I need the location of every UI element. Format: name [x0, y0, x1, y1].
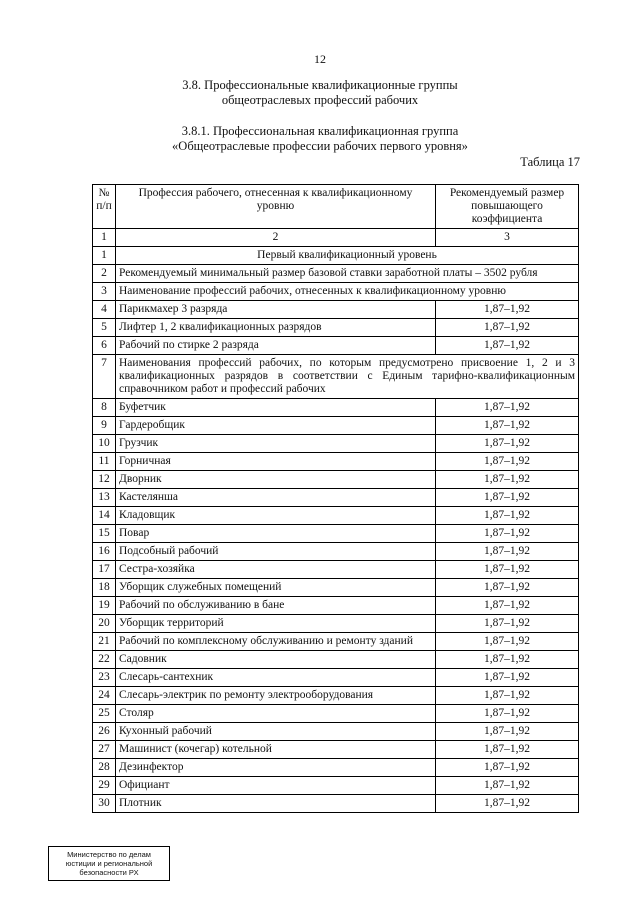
level-row	[93, 247, 579, 265]
stamp-line3: безопасности РХ	[79, 868, 139, 877]
ministry-stamp	[48, 846, 170, 881]
table-row	[93, 507, 579, 525]
row-number: 13	[93, 489, 116, 507]
row-number: 10	[93, 435, 116, 453]
coefficient-value: 1,87–1,92	[436, 777, 579, 795]
coefficient-value: 1,87–1,92	[436, 417, 579, 435]
min-salary-text: Рекомендуемый минимальный размер базовой ставки заработной платы – 3502 рубля	[116, 265, 579, 283]
profession-name: Подсобный рабочий	[116, 543, 436, 561]
coefficient-value: 1,87–1,92	[436, 651, 579, 669]
coefficient-value: 1,87–1,92	[436, 525, 579, 543]
coefficient-value: 1,87–1,92	[436, 669, 579, 687]
profession-name: Дворник	[116, 471, 436, 489]
profession-name: Горничная	[116, 453, 436, 471]
subsection-heading-line2: «Общеотраслевые профессии рабочих первого уровня»	[172, 139, 468, 153]
coefficient-value: 1,87–1,92	[436, 319, 579, 337]
table-row	[93, 597, 579, 615]
stamp-line2: юстиции и региональной	[65, 859, 153, 868]
profession-name: Дезинфектор	[116, 759, 436, 777]
section-heading-line2: общеотраслевых профессий рабочих	[221, 93, 419, 107]
profession-name: Садовник	[116, 651, 436, 669]
table-row	[93, 579, 579, 597]
row-number: 6	[93, 337, 116, 355]
section-heading	[0, 78, 640, 108]
coefficient-value: 1,87–1,92	[436, 705, 579, 723]
row-number: 28	[93, 759, 116, 777]
column-number: 1	[93, 229, 116, 247]
coefficient-value: 1,87–1,92	[436, 759, 579, 777]
stamp-line1: Министерство по делам	[67, 850, 151, 859]
table-row	[93, 777, 579, 795]
row-number: 8	[93, 399, 116, 417]
professions-table	[92, 184, 579, 813]
row-number: 2	[93, 265, 116, 283]
names-text: Наименование профессий рабочих, отнесенных к квалификационному уровню	[116, 283, 579, 301]
coefficient-value: 1,87–1,92	[436, 543, 579, 561]
coefficient-value: 1,87–1,92	[436, 435, 579, 453]
row-number: 14	[93, 507, 116, 525]
profession-name: Рабочий по комплексному обслуживанию и ремонту зданий	[116, 633, 436, 651]
coefficient-value: 1,87–1,92	[436, 687, 579, 705]
coefficient-value: 1,87–1,92	[436, 337, 579, 355]
row-number: 11	[93, 453, 116, 471]
profession-name: Сестра-хозяйка	[116, 561, 436, 579]
column-number: 2	[116, 229, 436, 247]
row-number: 22	[93, 651, 116, 669]
table-row	[93, 543, 579, 561]
coefficient-value: 1,87–1,92	[436, 795, 579, 813]
table-row	[93, 489, 579, 507]
profession-name: Рабочий по стирке 2 разряда	[116, 337, 436, 355]
table-caption: Таблица 17	[520, 155, 580, 169]
section-heading-line1: 3.8. Профессиональные квалификационные группы	[182, 78, 458, 92]
table-row	[93, 435, 579, 453]
table-row	[93, 651, 579, 669]
coefficient-value: 1,87–1,92	[436, 399, 579, 417]
table-row	[93, 471, 579, 489]
subsection-heading-line1: 3.8.1. Профессиональная квалификационная группа	[181, 124, 459, 138]
coefficient-value: 1,87–1,92	[436, 471, 579, 489]
row-number: 21	[93, 633, 116, 651]
table-row	[93, 453, 579, 471]
coefficient-value: 1,87–1,92	[436, 489, 579, 507]
table-row	[93, 633, 579, 651]
coefficient-value: 1,87–1,92	[436, 633, 579, 651]
row-number: 29	[93, 777, 116, 795]
profession-name: Рабочий по обслуживанию в бане	[116, 597, 436, 615]
names-row	[93, 283, 579, 301]
profession-name: Грузчик	[116, 435, 436, 453]
row-number: 18	[93, 579, 116, 597]
coefficient-value: 1,87–1,92	[436, 561, 579, 579]
table-header-row	[93, 185, 579, 229]
coefficient-value: 1,87–1,92	[436, 507, 579, 525]
table-row	[93, 669, 579, 687]
header-num: № п/п	[93, 185, 116, 229]
row-number: 1	[93, 247, 116, 265]
table-row	[93, 759, 579, 777]
row-number: 30	[93, 795, 116, 813]
table-row	[93, 705, 579, 723]
header-coefficient: Рекомендуемый размер повышающего коэффициента	[436, 185, 579, 229]
profession-name: Слесарь-электрик по ремонту электрооборудования	[116, 687, 436, 705]
coefficient-value: 1,87–1,92	[436, 301, 579, 319]
level-title: Первый квалификационный уровень	[116, 247, 579, 265]
header-profession: Профессия рабочего, отнесенная к квалификационному уровню	[116, 185, 436, 229]
table-row	[93, 615, 579, 633]
row-number: 27	[93, 741, 116, 759]
profession-name: Кастелянша	[116, 489, 436, 507]
etks-text: Наименования профессий рабочих, по которым предусмотрено присвоение 1, 2 и 3 квалификационных разрядов в соответствии с Единым тарифно-квалификационным справочником работ и профессий рабочих	[116, 355, 579, 399]
profession-name: Кладовщик	[116, 507, 436, 525]
profession-name: Парикмахер 3 разряда	[116, 301, 436, 319]
row-number: 26	[93, 723, 116, 741]
table-row	[93, 301, 579, 319]
table-row	[93, 337, 579, 355]
table-row	[93, 319, 579, 337]
profession-name: Кухонный рабочий	[116, 723, 436, 741]
etks-row	[93, 355, 579, 399]
profession-name: Лифтер 1, 2 квалификационных разрядов	[116, 319, 436, 337]
table-row	[93, 687, 579, 705]
table-row	[93, 399, 579, 417]
table-row	[93, 417, 579, 435]
coefficient-value: 1,87–1,92	[436, 741, 579, 759]
row-number: 3	[93, 283, 116, 301]
profession-name: Уборщик территорий	[116, 615, 436, 633]
row-number: 4	[93, 301, 116, 319]
subsection-heading	[0, 124, 640, 154]
profession-name: Плотник	[116, 795, 436, 813]
row-number: 7	[93, 355, 116, 399]
table-row	[93, 795, 579, 813]
row-number: 5	[93, 319, 116, 337]
row-number: 24	[93, 687, 116, 705]
column-number: 3	[436, 229, 579, 247]
min-salary-row	[93, 265, 579, 283]
profession-name: Повар	[116, 525, 436, 543]
table-row	[93, 561, 579, 579]
profession-name: Слесарь-сантехник	[116, 669, 436, 687]
profession-name: Машинист (кочегар) котельной	[116, 741, 436, 759]
coefficient-value: 1,87–1,92	[436, 597, 579, 615]
row-number: 23	[93, 669, 116, 687]
profession-name: Уборщик служебных помещений	[116, 579, 436, 597]
row-number: 16	[93, 543, 116, 561]
page-number: 12	[314, 52, 326, 66]
table-row	[93, 741, 579, 759]
row-number: 20	[93, 615, 116, 633]
row-number: 9	[93, 417, 116, 435]
profession-name: Столяр	[116, 705, 436, 723]
profession-name: Буфетчик	[116, 399, 436, 417]
profession-name: Гардеробщик	[116, 417, 436, 435]
row-number: 25	[93, 705, 116, 723]
row-number: 19	[93, 597, 116, 615]
row-number: 12	[93, 471, 116, 489]
coefficient-value: 1,87–1,92	[436, 579, 579, 597]
table-row	[93, 525, 579, 543]
profession-name: Официант	[116, 777, 436, 795]
column-numbers-row	[93, 229, 579, 247]
row-number: 15	[93, 525, 116, 543]
table-row	[93, 723, 579, 741]
row-number: 17	[93, 561, 116, 579]
coefficient-value: 1,87–1,92	[436, 453, 579, 471]
coefficient-value: 1,87–1,92	[436, 723, 579, 741]
coefficient-value: 1,87–1,92	[436, 615, 579, 633]
